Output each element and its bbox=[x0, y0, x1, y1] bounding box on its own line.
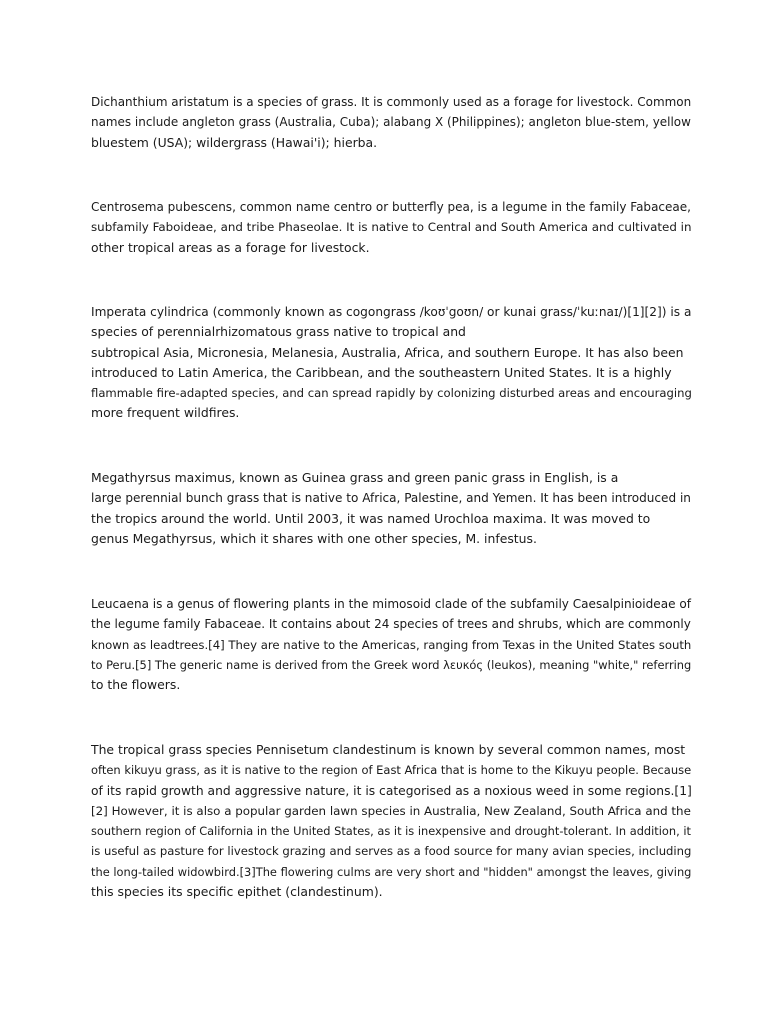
text-line: of its rapid growth and aggressive nature, it is categorised as a noxious weed in some regions.[1] bbox=[91, 783, 692, 798]
paragraph-pennisetum-clandestinum bbox=[91, 740, 691, 902]
text-line: Leucaena is a genus of flowering plants in the mimosoid clade of the subfamily Caesalpinioideae of bbox=[91, 597, 691, 611]
text-line: the legume family Fabaceae. It contains about 24 species of trees and shrubs, which are commonly bbox=[91, 617, 691, 632]
text-line: Dichanthium aristatum is a species of grass. It is commonly used as a forage for livestock. Common bbox=[91, 95, 692, 109]
text-line: [2] However, it is also a popular garden lawn species in Australia, New Zealand, South Africa and the bbox=[91, 803, 691, 818]
text-line: known as leadtrees.[4] They are native to the Americas, ranging from Texas in the United States south bbox=[91, 637, 692, 652]
text-line: Centrosema pubescens, common name centro or butterfly pea, is a legume in the family Fabaceae, bbox=[91, 200, 692, 214]
paragraph-dichanthium-aristatum bbox=[91, 92, 691, 153]
text-line: flammable fire-adapted species, and can spread rapidly by colonizing disturbed areas and encouraging bbox=[91, 386, 692, 401]
text-line: large perennial bunch grass that is native to Africa, Palestine, and Yemen. It has been introduced in bbox=[91, 491, 691, 506]
text-line: the long-tailed widowbird.[3]The flowering culms are very short and "hidden" amongst the leaves, giving bbox=[91, 864, 692, 879]
text-line: the tropics around the world. Until 2003, it was named Urochloa maxima. It was moved to bbox=[91, 510, 651, 526]
text-line: introduced to Latin America, the Caribbean, and the southeastern United States. It is a highly bbox=[91, 364, 672, 380]
paragraph-megathyrsus-maximus bbox=[91, 468, 691, 549]
text-line: species of perennialrhizomatous grass native to tropical and bbox=[91, 324, 466, 340]
text-line: The tropical grass species Pennisetum clandestinum is known by several common names, most bbox=[91, 742, 686, 757]
text-line: names include angleton grass (Australia, Cuba); alabang X (Philippines); angleton blue-stem, yellow bbox=[91, 115, 691, 130]
text-line: this species its specific epithet (clandestinum). bbox=[91, 884, 383, 900]
text-line: to Peru.[5] The generic name is derived from the Greek word λευκός (leukos), meaning "white," referring bbox=[91, 657, 692, 672]
text-line: often kikuyu grass, as it is native to the region of East Africa that is home to the Kikuyu people. Because bbox=[91, 763, 692, 778]
text-line: bluestem (USA); wildergrass (Hawai'i); hierba. bbox=[91, 134, 378, 150]
paragraph-leucaena bbox=[91, 594, 691, 695]
paragraph-imperata-cylindrica bbox=[91, 302, 691, 424]
text-line: Megathyrsus maximus, known as Guinea grass and green panic grass in English, is a bbox=[91, 470, 619, 485]
text-line: genus Megathyrsus, which it shares with one other species, M. infestus. bbox=[91, 530, 537, 546]
text-line: other tropical areas as a forage for livestock. bbox=[91, 239, 370, 255]
text-line: southern region of California in the United States, as it is inexpensive and drought-tolerant. In addition, it bbox=[91, 824, 691, 839]
text-line: more frequent wildfires. bbox=[91, 405, 240, 421]
text-line: to the flowers. bbox=[91, 677, 181, 693]
text-line: subfamily Faboideae, and tribe Phaseolae. It is native to Central and South America and cultivated in bbox=[91, 220, 692, 235]
text-line: is useful as pasture for livestock grazing and serves as a food source for many avian species, including bbox=[91, 844, 692, 859]
text-line: Imperata cylindrica (commonly known as cogongrass /koʊˈgoʊn/ or kunai grass/ˈkuːnaɪ/)[1][2]) is a bbox=[91, 305, 692, 319]
paragraph-centrosema-pubescens bbox=[91, 197, 691, 258]
text-line: subtropical Asia, Micronesia, Melanesia, Australia, Africa, and southern Europe. It has also been bbox=[91, 344, 684, 360]
